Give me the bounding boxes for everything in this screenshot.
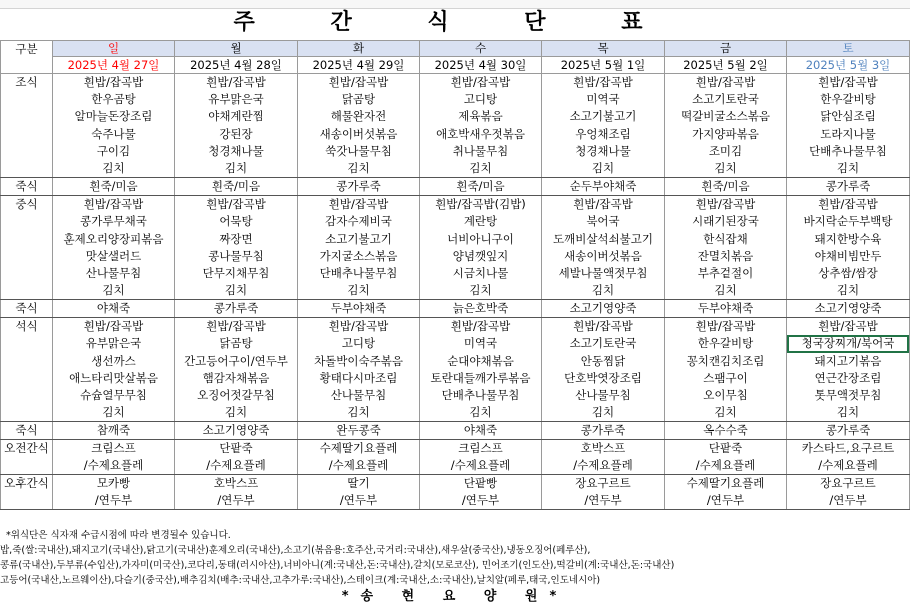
menu-cell[interactable] — [175, 318, 298, 422]
menu-cell[interactable] — [53, 475, 175, 510]
porridge-cell[interactable]: 완두콩죽 — [298, 422, 420, 440]
menu-item: 김치 — [347, 283, 370, 298]
weekly-menu-table — [0, 40, 910, 510]
menu-cell[interactable] — [787, 318, 910, 422]
menu-item: 김치 — [102, 160, 125, 175]
menu-item: 김치 — [469, 160, 492, 175]
menu-item: 돼지한방수육 — [814, 231, 882, 246]
menu-item: 흰밥/잡곡밥 — [328, 197, 389, 212]
menu-cell[interactable] — [665, 440, 787, 475]
menu-item: 차돌박이숙주볶음 — [314, 353, 403, 368]
menu-cell[interactable] — [175, 74, 298, 178]
menu-item: 흰밥/잡곡밥 — [695, 75, 756, 89]
menu-item: 부추겉절이 — [697, 265, 754, 280]
menu-item: 단무지채무침 — [202, 265, 270, 280]
porridge-cell[interactable]: 흰죽/미음 — [175, 178, 298, 196]
meal-row-porridge3 — [1, 422, 910, 440]
menu-item: 흰밥/잡곡밥 — [573, 75, 633, 89]
menu-item: 알마늘돈장조림 — [74, 109, 153, 124]
menu-item: 해물완자전 — [330, 109, 387, 124]
note-line[interactable]: 고등어(국내산,노르웨이산),다슬기(중국산),배추김치(배추:국내산,고추가루:국내산),스테이크(계:국내산,소:국내산),날치알(페루,태국,인도네시아) — [0, 575, 601, 586]
menu-item: 햄감자채볶음 — [202, 370, 270, 385]
menu-item: /수제요플레 — [818, 458, 878, 473]
facility-name[interactable]: *송 현 요 양 원* — [341, 589, 569, 604]
menu-item: 미역국 — [463, 336, 498, 351]
menu-item: 시금치나물 — [452, 265, 509, 280]
menu-item: 고디탕 — [341, 336, 376, 351]
menu-item: 맛살샐러드 — [85, 248, 142, 263]
porridge-cell[interactable]: 흰죽/미음 — [420, 178, 542, 196]
menu-item: 슈슘열무무침 — [80, 388, 147, 402]
menu-item: /수제요플레 — [328, 458, 389, 473]
date-cell[interactable]: 2025년 5월 2일 — [665, 57, 787, 74]
menu-cell[interactable] — [298, 196, 420, 300]
menu-item: 청경채나물 — [575, 143, 631, 158]
menu-item: /수제요플레 — [450, 458, 511, 473]
porridge-cell[interactable]: 콩가루죽 — [542, 422, 665, 440]
meal-row-breakfast — [1, 74, 910, 178]
menu-item: 장요구르트 — [820, 476, 876, 491]
menu-item: 생선까스 — [91, 353, 136, 368]
menu-item: 김치 — [836, 283, 860, 298]
note-line[interactable]: *위식단은 식자재 수급시점에 따라 변경될수 있습니다. — [6, 530, 231, 541]
day-name-cell[interactable]: 금 — [665, 41, 787, 57]
menu-item: 청경채나물 — [208, 143, 264, 158]
menu-item: 단팥죽 — [708, 441, 743, 456]
day-name-cell[interactable]: 목 — [542, 41, 665, 57]
menu-item: 김치 — [836, 160, 860, 175]
menu-item: 고디탕 — [463, 92, 498, 107]
menu-item: 가지굴소스볶음 — [319, 248, 398, 263]
menu-item: 유부맑은국 — [208, 92, 264, 107]
menu-cell[interactable] — [420, 196, 542, 300]
menu-item: /수제요플레 — [573, 458, 633, 473]
menu-item: 우엉채조림 — [575, 126, 631, 141]
menu-cell[interactable] — [53, 440, 175, 475]
menu-item: 흰밥/잡곡밥 — [83, 75, 144, 89]
menu-item: 김치 — [714, 405, 737, 420]
menu-item: 흰밥/잡곡밥 — [206, 197, 266, 212]
menu-item: /수제요플레 — [206, 458, 266, 473]
menu-item: 김치 — [591, 405, 615, 420]
menu-cell[interactable] — [787, 196, 910, 300]
menu-item: 단팥빵 — [463, 476, 498, 491]
menu-item: /연두부 — [461, 493, 500, 508]
day-name-cell[interactable]: 일 — [53, 41, 175, 57]
day-name-cell[interactable]: 토 — [787, 41, 910, 57]
menu-item: 간고등어구이/연두부 — [184, 353, 288, 368]
menu-item: 상추쌈/쌈장 — [818, 265, 878, 280]
porridge-cell[interactable]: 옥수수죽 — [665, 422, 787, 440]
menu-item: 호박스프 — [580, 441, 626, 456]
menu-item: 닭곰탕 — [341, 92, 376, 107]
menu-item: 야채비빔만두 — [814, 248, 882, 263]
menu-item: 안동찜닭 — [580, 353, 626, 368]
menu-item: 제육볶음 — [458, 109, 503, 124]
menu-item: 미역국 — [586, 92, 620, 107]
menu-cell[interactable] — [665, 318, 787, 422]
menu-cell[interactable] — [175, 475, 298, 510]
menu-item: 도라지나물 — [820, 126, 876, 141]
menu-item: 가지양파볶음 — [692, 126, 759, 141]
menu-item: 세발나물액젓무침 — [558, 265, 648, 280]
porridge-cell[interactable]: 콩가루죽 — [787, 178, 910, 196]
porridge-cell[interactable]: 순두부야채죽 — [542, 178, 665, 196]
page-title: 주 간 식 단 표 — [233, 10, 677, 35]
menu-item: 닭곰탕 — [219, 336, 253, 351]
menu-item: 토란대들깨가루볶음 — [430, 370, 531, 385]
menu-item: 수제딸기요플레 — [686, 476, 765, 491]
menu-cell[interactable] — [298, 74, 420, 178]
menu-item: 오이무침 — [703, 388, 748, 402]
menu-item: 김치 — [224, 283, 248, 298]
header-row-days — [1, 41, 910, 57]
menu-item: 김치 — [591, 160, 615, 175]
menu-cell[interactable] — [665, 196, 787, 300]
menu-item: 흰밥/잡곡밥 — [206, 319, 266, 334]
menu-item: 계란탕 — [463, 214, 498, 229]
meal-row-snack_am — [1, 440, 910, 475]
porridge-cell[interactable]: 소고기영양죽 — [787, 300, 910, 318]
menu-item: 흰밥/잡곡밥 — [450, 319, 511, 334]
menu-item: 연근간장조림 — [814, 370, 882, 385]
porridge-cell[interactable]: 흰죽/미음 — [53, 178, 175, 196]
menu-item: 김치 — [347, 160, 370, 175]
menu-item: 카스타드,요구르트 — [801, 441, 895, 456]
menu-item: 김치 — [714, 160, 737, 175]
meal-label-snack_am[interactable]: 오전간식 — [1, 440, 53, 475]
menu-item: 새송이버섯볶음 — [564, 248, 642, 263]
menu-item: 흰밥/잡곡밥 — [328, 75, 389, 89]
menu-cell[interactable] — [298, 440, 420, 475]
menu-cell[interactable] — [298, 475, 420, 510]
menu-item: 닭안심조림 — [820, 109, 876, 124]
note-line[interactable]: 밥,죽(쌀:국내산),돼지고기(국내산),닭고기(국내산)훈제오리(국내산),소고기(볶음용:호주산,국거리:국내산),새우살(중국산),냉동오징어(페루산), — [0, 545, 591, 556]
menu-item: 흰밥/잡곡밥 — [818, 75, 878, 89]
menu-item: 잔멸치볶음 — [697, 248, 754, 263]
date-cell[interactable]: 2025년 4월 28일 — [175, 57, 298, 74]
meal-row-porridge1 — [1, 178, 910, 196]
menu-item: 김치 — [102, 405, 125, 420]
menu-item: 돼지고기볶음 — [814, 353, 882, 368]
date-cell[interactable]: 2025년 4월 29일 — [298, 57, 420, 74]
menu-item: 흰밥/잡곡밥 — [573, 319, 633, 334]
meal-row-porridge2 — [1, 300, 910, 318]
menu-item: 소고기불고기 — [569, 109, 637, 124]
porridge-cell[interactable]: 참깨죽 — [53, 422, 175, 440]
menu-item: 애느타리맛살볶음 — [69, 370, 158, 385]
menu-item: 한우갈비탕 — [820, 92, 876, 107]
menu-item: 모카빵 — [96, 476, 131, 491]
menu-item: 호박스프 — [213, 476, 259, 491]
menu-item: 한우갈비탕 — [697, 336, 754, 351]
menu-item: 청국장찌개/북어국 — [787, 335, 909, 352]
menu-item: 흰밥/잡곡밥 — [695, 319, 756, 334]
porridge-cell[interactable]: 콩가루죽 — [298, 178, 420, 196]
menu-item: 조미김 — [708, 143, 743, 158]
menu-item: 산나물무침 — [575, 388, 631, 402]
meal-label-dinner[interactable]: 석식 — [1, 318, 53, 422]
menu-item: 도깨비살석쇠불고기 — [553, 231, 653, 246]
menu-item: 소고기불고기 — [325, 231, 392, 246]
menu-cell[interactable] — [420, 318, 542, 422]
porridge-cell[interactable]: 흰죽/미음 — [665, 178, 787, 196]
menu-item: 크림스프 — [91, 441, 136, 456]
menu-item: 흰밥/잡곡밥 — [83, 319, 144, 334]
menu-item: 톳무액젓무침 — [814, 388, 882, 402]
menu-item: 쑥갓나물무침 — [325, 143, 392, 158]
menu-item: 김치 — [714, 283, 737, 298]
porridge-cell[interactable]: 야채죽 — [420, 422, 542, 440]
menu-item: 단배추나물무침 — [319, 265, 398, 280]
porridge-cell[interactable]: 콩가루죽 — [175, 300, 298, 318]
menu-item: 흰밥/잡곡밥(김밥) — [435, 197, 526, 212]
menu-item: /연두부 — [584, 493, 622, 508]
menu-item: 김치 — [102, 283, 125, 298]
day-name-cell[interactable]: 월 — [175, 41, 298, 57]
menu-item: 짜장면 — [219, 231, 253, 246]
porridge-cell[interactable]: 소고기영양죽 — [542, 300, 665, 318]
menu-item: 흰밥/잡곡밥 — [206, 75, 266, 89]
menu-item: 김치 — [469, 405, 492, 420]
meal-label-lunch[interactable]: 중식 — [1, 196, 53, 300]
menu-item: 시래기된장국 — [692, 214, 759, 229]
menu-cell[interactable] — [665, 74, 787, 178]
menu-cell[interactable] — [542, 475, 665, 510]
menu-item: 흰밥/잡곡밥 — [818, 319, 878, 334]
day-name-cell[interactable]: 수 — [420, 41, 542, 57]
menu-item: 크림스프 — [458, 441, 503, 456]
day-name-cell[interactable]: 화 — [298, 41, 420, 57]
porridge-cell[interactable]: 소고기영양죽 — [175, 422, 298, 440]
menu-item: /수제요플레 — [83, 458, 144, 473]
menu-item: 애호박새우젓볶음 — [436, 126, 525, 141]
menu-item: 흰밥/잡곡밥 — [450, 75, 511, 89]
menu-item: 구이김 — [96, 143, 131, 158]
menu-item: 단배추나물무침 — [809, 143, 887, 158]
menu-item: 흰밥/잡곡밥 — [328, 319, 389, 334]
menu-item: 김치 — [469, 283, 492, 298]
menu-item: 흰밥/잡곡밥 — [695, 197, 756, 212]
menu-item: /연두부 — [94, 493, 133, 508]
menu-item: 황태다시마조림 — [319, 370, 398, 385]
menu-item: 취나물무침 — [452, 143, 509, 158]
menu-item: 꽁치캔김치조림 — [686, 353, 765, 368]
menu-item: /수제요플레 — [695, 458, 756, 473]
menu-cell[interactable] — [175, 196, 298, 300]
menu-item: 순대야채볶음 — [447, 353, 514, 368]
menu-item: 숙주나물 — [91, 126, 136, 141]
menu-item: 수제딸기요플레 — [319, 441, 398, 456]
menu-item: 산나물무침 — [85, 265, 142, 280]
menu-item: 흰밥/잡곡밥 — [83, 197, 144, 212]
menu-item: 딸기 — [347, 476, 370, 491]
porridge-cell[interactable]: 두부야채죽 — [298, 300, 420, 318]
table-body — [1, 41, 910, 510]
porridge-cell[interactable]: 콩가루죽 — [787, 422, 910, 440]
menu-item: 감자수제비국 — [325, 214, 392, 229]
menu-item: 소고기토란국 — [692, 92, 759, 107]
menu-item: 김치 — [224, 160, 248, 175]
menu-item: 콩나물무침 — [208, 248, 264, 263]
menu-cell[interactable] — [175, 440, 298, 475]
menu-item: 장요구르트 — [575, 476, 631, 491]
menu-item: 김치 — [591, 283, 615, 298]
menu-item: 한우곰탕 — [91, 92, 136, 107]
menu-item: 양념깻잎지 — [452, 248, 509, 263]
porridge-cell[interactable]: 두부야채죽 — [665, 300, 787, 318]
menu-item: 바지락순두부백탕 — [803, 214, 893, 229]
menu-item: 새송이버섯볶음 — [319, 126, 398, 141]
menu-item: 김치 — [224, 405, 248, 420]
menu-item: /연두부 — [706, 493, 745, 508]
note-line[interactable]: 콩류(국내산),두부류(수입산),가자미(미국산),코다리,동태(러시아산),너비아니(계:국내산,돈:국내산),갈치(모로코산), 민어조기(인도산),떡갈비(계:국내산,돈:국내산) — [0, 560, 675, 571]
menu-item: 콩가루무채국 — [80, 214, 147, 229]
menu-cell[interactable] — [53, 74, 175, 178]
menu-item: 흰밥/잡곡밥 — [573, 197, 633, 212]
menu-cell[interactable] — [298, 318, 420, 422]
date-cell[interactable]: 2025년 4월 27일 — [53, 57, 175, 74]
menu-item: 김치 — [836, 405, 860, 420]
menu-item: 단팥죽 — [219, 441, 253, 456]
menu-item: /연두부 — [217, 493, 255, 508]
date-cell[interactable]: 2025년 5월 3일 — [787, 57, 910, 74]
meal-row-snack_pm — [1, 475, 910, 510]
menu-cell[interactable] — [420, 74, 542, 178]
menu-item: 김치 — [347, 405, 370, 420]
menu-item: 너비아니구이 — [447, 231, 514, 246]
menu-item: 한식잡채 — [703, 231, 748, 246]
menu-item: 유부맑은국 — [85, 336, 142, 351]
menu-item: /연두부 — [339, 493, 378, 508]
menu-cell[interactable] — [665, 475, 787, 510]
menu-item: 훈제오리양장피볶음 — [63, 231, 164, 246]
menu-cell[interactable] — [787, 74, 910, 178]
menu-cell[interactable] — [542, 196, 665, 300]
meal-label-porridge1[interactable]: 죽식 — [1, 178, 53, 196]
date-cell[interactable]: 2025년 4월 30일 — [420, 57, 542, 74]
menu-item: 흰밥/잡곡밥 — [818, 197, 878, 212]
meal-row-dinner — [1, 318, 910, 422]
menu-item: 강된장 — [219, 126, 253, 141]
porridge-cell[interactable]: 야채죽 — [53, 300, 175, 318]
menu-item: 떡갈비굴소스볶음 — [681, 109, 770, 124]
menu-cell[interactable] — [420, 440, 542, 475]
menu-item: 단배추나물무침 — [441, 388, 520, 402]
header-row-dates — [1, 57, 910, 74]
menu-item: 단호박엿장조림 — [564, 370, 642, 385]
header-corner[interactable]: 구분 — [1, 41, 53, 74]
menu-item: 소고기토란국 — [569, 336, 637, 351]
date-cell[interactable]: 2025년 5월 1일 — [542, 57, 665, 74]
menu-item: 어묵탕 — [219, 214, 253, 229]
meal-label-porridge3[interactable]: 죽식 — [1, 422, 53, 440]
menu-cell[interactable] — [542, 318, 665, 422]
menu-item: 스팸구이 — [703, 370, 748, 385]
menu-item: 야채계란찜 — [208, 109, 264, 124]
menu-cell[interactable] — [53, 318, 175, 422]
menu-cell[interactable] — [542, 74, 665, 178]
notes-block — [0, 528, 910, 588]
menu-cell[interactable] — [787, 440, 910, 475]
meal-row-lunch — [1, 196, 910, 300]
menu-item: 북어국 — [586, 214, 620, 229]
meal-label-porridge2[interactable]: 죽식 — [1, 300, 53, 318]
porridge-cell[interactable]: 늙은호박죽 — [420, 300, 542, 318]
meal-label-snack_pm[interactable]: 오후간식 — [1, 475, 53, 510]
menu-cell[interactable] — [542, 440, 665, 475]
meal-label-breakfast[interactable]: 조식 — [1, 74, 53, 178]
menu-item: 산나물무침 — [330, 388, 387, 402]
menu-item: 오징어젓갈무침 — [197, 388, 275, 402]
menu-cell[interactable] — [420, 475, 542, 510]
menu-cell[interactable] — [53, 196, 175, 300]
menu-cell[interactable] — [787, 475, 910, 510]
menu-item: /연두부 — [829, 493, 867, 508]
